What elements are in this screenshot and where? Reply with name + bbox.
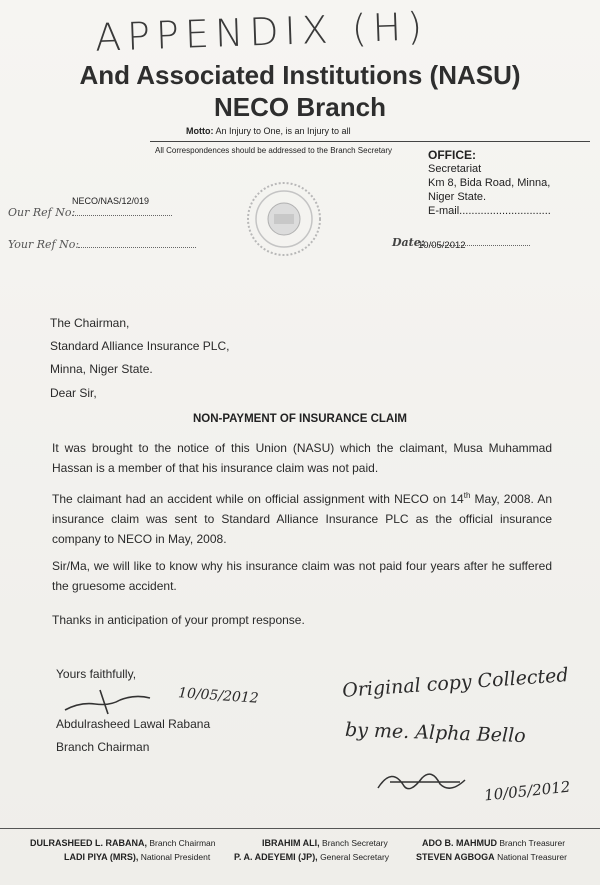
footer-officer	[64, 852, 210, 862]
footer-officer-name: IBRAHIM ALI,	[262, 838, 320, 848]
paragraph-4: Thanks in anticipation of your prompt response.	[52, 613, 305, 627]
handwritten-note-line1: Original copy Collected	[341, 664, 570, 702]
footer-officer-name: LADI PIYA (MRS),	[64, 852, 139, 862]
header-rule	[150, 141, 590, 142]
footer-officer-role: Branch Secretary	[322, 838, 388, 848]
footer-officer-name: P. A. ADEYEMI (JP),	[234, 852, 318, 862]
signatory-title: Branch Chairman	[56, 740, 150, 754]
address-line: The Chairman,	[50, 316, 130, 330]
office-heading: OFFICE:	[428, 148, 476, 162]
footer-officer	[30, 838, 216, 848]
union-seal-icon	[245, 180, 323, 258]
footer-officer-name: STEVEN AGBOGA	[416, 852, 495, 862]
letter-subject: NON-PAYMENT OF INSURANCE CLAIM	[192, 413, 408, 425]
paragraph-2-text-rest: May, 2008. An insurance claim was sent to Standard Alliance Insurance PLC as the official insurance company to NECO in May, 2008.	[52, 492, 552, 546]
paragraph-1: It was brought to the notice of this Union (NASU) which the claimant, Musa Muhammad Hassan is a member of that his insurance claim was not paid.	[52, 441, 552, 475]
office-line: Niger State.	[428, 191, 487, 203]
your-ref-dots	[78, 238, 196, 248]
paragraph-2-text: The claimant had an accident while on official assignment with NECO on 14	[52, 492, 464, 506]
chairman-signature-icon	[60, 680, 180, 720]
footer-officer	[422, 838, 565, 848]
footer-officer-role: National Treasurer	[497, 852, 567, 862]
footer-officer	[262, 838, 388, 848]
signatory-name: Abdulrasheed Lawal Rabana	[56, 717, 211, 731]
address-line: Minna, Niger State.	[50, 362, 153, 376]
collector-signature-icon	[370, 760, 490, 800]
footer-officer-name: ADO B. MAHMUD	[422, 838, 497, 848]
office-line: E-mail..............................	[428, 205, 551, 217]
footer-officer-role: Branch Chairman	[149, 838, 216, 848]
address-line: Standard Alliance Insurance PLC,	[50, 339, 230, 353]
appendix-heading: APPENDIX (H)	[94, 4, 429, 60]
branch-name: NECO Branch	[214, 92, 386, 122]
handwritten-note-line2: by me. Alpha Bello	[344, 718, 526, 748]
office-line: Secretariat	[428, 163, 482, 175]
motto	[186, 126, 351, 136]
footer-officer-role: Branch Treasurer	[499, 838, 566, 848]
valediction: Yours faithfully,	[56, 667, 137, 681]
motto-text: An Injury to One, is an Injury to all	[215, 126, 351, 136]
footer-officer	[234, 852, 389, 862]
footer-officer-role: National President	[140, 852, 211, 862]
collection-date: 10/05/2012	[483, 777, 572, 805]
motto-label: Motto:	[186, 126, 214, 136]
salutation: Dear Sir,	[50, 386, 97, 400]
date-value: 10/05/2012	[418, 240, 466, 251]
signature-date: 10/05/2012	[177, 685, 260, 707]
office-line: Km 8, Bida Road, Minna,	[428, 177, 551, 189]
our-ref-label: Our Ref No:	[8, 206, 76, 219]
your-ref-label: Your Ref No:	[8, 238, 80, 251]
our-ref-dots	[72, 206, 172, 216]
footer-officer-name: DULRASHEED L. RABANA,	[30, 838, 147, 848]
office-address	[428, 148, 551, 218]
footer-officer-role: General Secretary	[320, 852, 390, 862]
date-label: Date:	[392, 236, 425, 249]
correspondence-note: All Correspondences should be addressed to the Branch Secretary	[155, 146, 393, 155]
ordinal-suffix: th	[463, 491, 471, 500]
paragraph-2	[52, 486, 552, 549]
organization-name: And Associated Institutions (NASU)	[79, 60, 521, 90]
paragraph-3: Sir/Ma, we will like to know why his insurance claim was not paid four years after he suffered the gruesome accident.	[52, 559, 552, 593]
footer-rule	[0, 828, 600, 829]
footer-officer	[416, 852, 567, 862]
our-ref-value: NECO/NAS/12/019	[72, 196, 150, 206]
